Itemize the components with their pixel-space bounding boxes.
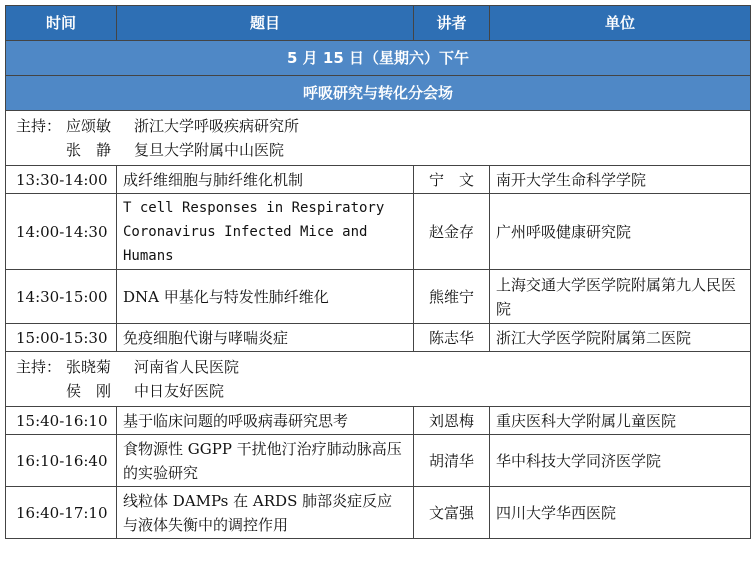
chair-name: 张晓菊 [66,358,112,376]
talk-speaker: 陈志华 [414,324,490,352]
talk-title: 免疫细胞代谢与哮喘炎症 [117,324,414,352]
session-date: 5 月 15 日（星期六）下午 [6,41,751,76]
talk-title: DNA 甲基化与特发性肺纤维化 [117,270,414,324]
table-row [6,435,751,487]
chair-name: 张 静 [66,141,112,159]
chair-line [16,138,744,162]
talk-time: 16:40-17:10 [6,487,117,539]
talk-title: 食物源性 GGPP 干扰他汀治疗肺动脉高压的实验研究 [117,435,414,487]
talk-title: 成纤维细胞与肺纤维化机制 [117,166,414,194]
table-row [6,487,751,539]
chair-unit: 河南省人民医院 [134,358,240,376]
chair-line [16,379,744,403]
chair-row [6,352,751,407]
talk-time: 14:30-15:00 [6,270,117,324]
talk-speaker: 文富强 [414,487,490,539]
chair-label: 主持： [16,117,62,135]
talk-unit: 华中科技大学同济医学院 [490,435,751,487]
header-speaker: 讲者 [414,6,490,41]
header-unit: 单位 [490,6,751,41]
chair-line [16,355,744,379]
table-row [6,407,751,435]
session-name-row [6,76,751,111]
talk-unit: 广州呼吸健康研究院 [490,194,751,270]
header-title: 题目 [117,6,414,41]
talk-unit: 重庆医科大学附属儿童医院 [490,407,751,435]
talk-speaker: 熊维宁 [414,270,490,324]
chair-name: 应颂敏 [66,117,112,135]
table-header [6,6,751,41]
talk-title: 线粒体 DAMPs 在 ARDS 肺部炎症反应与液体失衡中的调控作用 [117,487,414,539]
chair-unit: 浙江大学呼吸疾病研究所 [134,117,300,135]
talk-time: 15:00-15:30 [6,324,117,352]
schedule-table [5,5,751,539]
chair-line [16,114,744,138]
chair-row [6,111,751,166]
schedule [5,5,750,570]
table-row [6,194,751,270]
session-name: 呼吸研究与转化分会场 [6,76,751,111]
talk-speaker: 宁 文 [414,166,490,194]
talk-time: 16:10-16:40 [6,435,117,487]
talk-title: T cell Responses in Respiratory Coronavirus Infected Mice and Humans [117,194,414,270]
table-row [6,324,751,352]
talk-time: 13:30-14:00 [6,166,117,194]
talk-time: 14:00-14:30 [6,194,117,270]
chair-name: 侯 刚 [66,382,112,400]
talk-unit: 南开大学生命科学学院 [490,166,751,194]
talk-unit: 上海交通大学医学院附属第九人民医院 [490,270,751,324]
talk-title: 基于临床问题的呼吸病毒研究思考 [117,407,414,435]
header-time: 时间 [6,6,117,41]
table-row [6,166,751,194]
chair-unit: 中日友好医院 [134,382,225,400]
talk-unit: 四川大学华西医院 [490,487,751,539]
talk-speaker: 刘恩梅 [414,407,490,435]
talk-speaker: 赵金存 [414,194,490,270]
talk-time: 15:40-16:10 [6,407,117,435]
chair-label: 主持： [16,358,62,376]
talk-unit: 浙江大学医学院附属第二医院 [490,324,751,352]
talk-speaker: 胡清华 [414,435,490,487]
chair-unit: 复旦大学附属中山医院 [134,141,285,159]
session-date-row [6,41,751,76]
table-row [6,270,751,324]
